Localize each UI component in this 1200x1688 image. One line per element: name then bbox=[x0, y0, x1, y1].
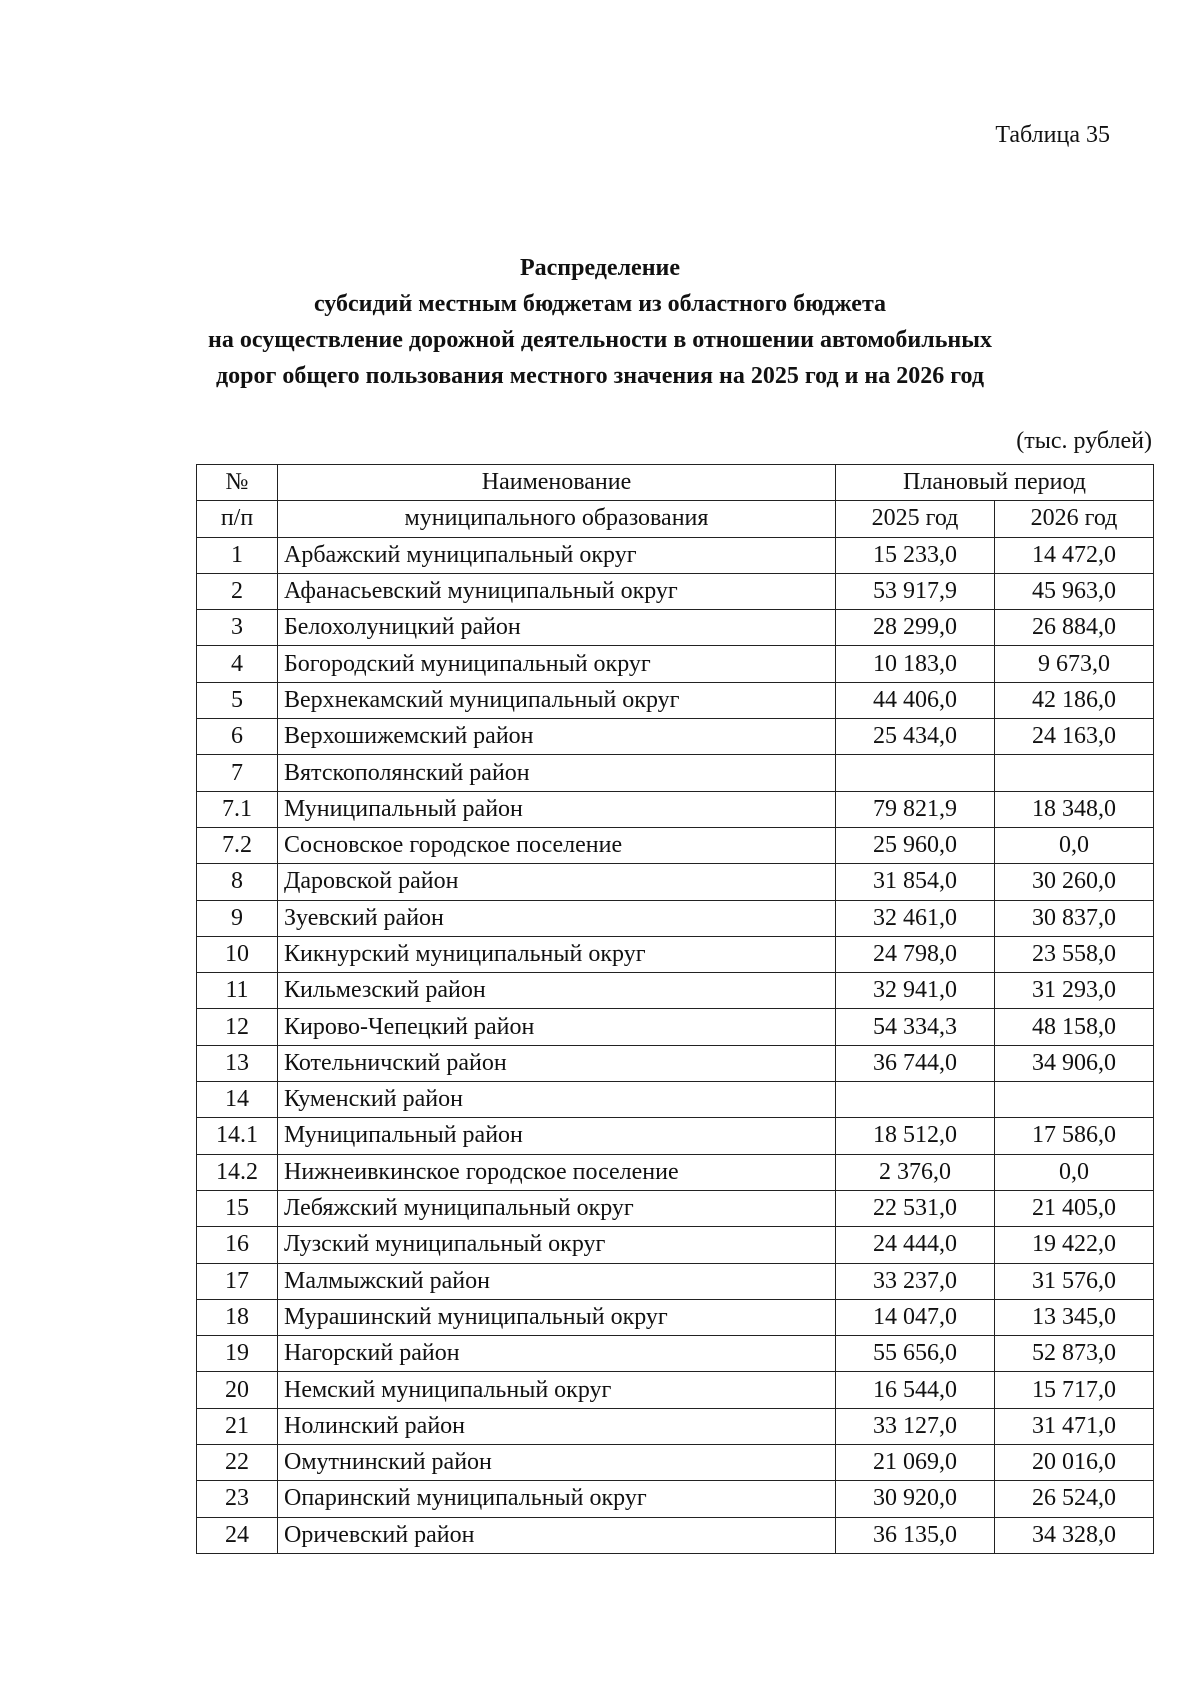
value-2025 bbox=[836, 755, 995, 791]
municipality-name: Немский муниципальный округ bbox=[278, 1372, 836, 1408]
document-title bbox=[0, 250, 1200, 394]
municipality-name: Верхошижемский район bbox=[278, 719, 836, 755]
row-number: 3 bbox=[197, 610, 278, 646]
value-2026: 13 345,0 bbox=[995, 1299, 1154, 1335]
municipality-name: Муниципальный район bbox=[278, 791, 836, 827]
municipality-name: Зуевский район bbox=[278, 900, 836, 936]
row-number: 9 bbox=[197, 900, 278, 936]
table-row bbox=[197, 1445, 1154, 1481]
value-2026: 23 558,0 bbox=[995, 936, 1154, 972]
municipality-name: Малмыжский район bbox=[278, 1263, 836, 1299]
table-row bbox=[197, 1481, 1154, 1517]
value-2026: 48 158,0 bbox=[995, 1009, 1154, 1045]
row-number: 7.2 bbox=[197, 827, 278, 863]
table-row bbox=[197, 900, 1154, 936]
row-number: 7 bbox=[197, 755, 278, 791]
value-2026: 34 906,0 bbox=[995, 1045, 1154, 1081]
header-num-line1: № bbox=[197, 465, 278, 501]
table-header bbox=[197, 465, 1154, 538]
value-2025: 10 183,0 bbox=[836, 646, 995, 682]
municipality-name: Куменский район bbox=[278, 1082, 836, 1118]
value-2025: 28 299,0 bbox=[836, 610, 995, 646]
table-row bbox=[197, 1299, 1154, 1335]
value-2025: 79 821,9 bbox=[836, 791, 995, 827]
value-2025: 21 069,0 bbox=[836, 1445, 995, 1481]
row-number: 16 bbox=[197, 1227, 278, 1263]
municipality-name: Котельничский район bbox=[278, 1045, 836, 1081]
header-period: Плановый период bbox=[836, 465, 1154, 501]
value-2026: 26 884,0 bbox=[995, 610, 1154, 646]
municipality-name: Кильмезский район bbox=[278, 973, 836, 1009]
row-number: 2 bbox=[197, 573, 278, 609]
municipality-name: Вятскополянский район bbox=[278, 755, 836, 791]
municipality-name: Верхнекамский муниципальный округ bbox=[278, 682, 836, 718]
value-2026: 26 524,0 bbox=[995, 1481, 1154, 1517]
value-2025: 32 461,0 bbox=[836, 900, 995, 936]
value-2025: 14 047,0 bbox=[836, 1299, 995, 1335]
table-row bbox=[197, 1336, 1154, 1372]
header-name-line2: муниципального образования bbox=[278, 501, 836, 537]
row-number: 15 bbox=[197, 1190, 278, 1226]
value-2025: 18 512,0 bbox=[836, 1118, 995, 1154]
municipality-name: Нижнеивкинское городское поселение bbox=[278, 1154, 836, 1190]
value-2025: 24 444,0 bbox=[836, 1227, 995, 1263]
value-2025: 25 960,0 bbox=[836, 827, 995, 863]
table-row bbox=[197, 1517, 1154, 1553]
municipality-name: Нагорский район bbox=[278, 1336, 836, 1372]
value-2026: 34 328,0 bbox=[995, 1517, 1154, 1553]
municipality-name: Оричевский район bbox=[278, 1517, 836, 1553]
header-num-line2: п/п bbox=[197, 501, 278, 537]
value-2026: 42 186,0 bbox=[995, 682, 1154, 718]
row-number: 6 bbox=[197, 719, 278, 755]
row-number: 19 bbox=[197, 1336, 278, 1372]
value-2025: 54 334,3 bbox=[836, 1009, 995, 1045]
value-2026: 45 963,0 bbox=[995, 573, 1154, 609]
value-2025: 44 406,0 bbox=[836, 682, 995, 718]
municipality-name: Мурашинский муниципальный округ bbox=[278, 1299, 836, 1335]
table-row bbox=[197, 1190, 1154, 1226]
municipality-name: Арбажский муниципальный округ bbox=[278, 537, 836, 573]
value-2026: 20 016,0 bbox=[995, 1445, 1154, 1481]
header-name-line1: Наименование bbox=[278, 465, 836, 501]
title-line-4: дорог общего пользования местного значения на 2025 год и на 2026 год bbox=[216, 363, 984, 389]
value-2026: 21 405,0 bbox=[995, 1190, 1154, 1226]
row-number: 8 bbox=[197, 864, 278, 900]
municipality-name: Муниципальный район bbox=[278, 1118, 836, 1154]
table-row bbox=[197, 1009, 1154, 1045]
row-number: 5 bbox=[197, 682, 278, 718]
table-row bbox=[197, 719, 1154, 755]
value-2026: 0,0 bbox=[995, 827, 1154, 863]
value-2025: 16 544,0 bbox=[836, 1372, 995, 1408]
value-2025: 53 917,9 bbox=[836, 573, 995, 609]
row-number: 18 bbox=[197, 1299, 278, 1335]
municipality-name: Сосновское городское поселение bbox=[278, 827, 836, 863]
table-row bbox=[197, 864, 1154, 900]
municipality-name: Кирово-Чепецкий район bbox=[278, 1009, 836, 1045]
value-2026: 9 673,0 bbox=[995, 646, 1154, 682]
value-2025: 36 135,0 bbox=[836, 1517, 995, 1553]
municipality-name: Нолинский район bbox=[278, 1408, 836, 1444]
value-2025: 24 798,0 bbox=[836, 936, 995, 972]
row-number: 14.1 bbox=[197, 1118, 278, 1154]
table-row bbox=[197, 755, 1154, 791]
value-2025: 36 744,0 bbox=[836, 1045, 995, 1081]
table-row bbox=[197, 1082, 1154, 1118]
title-line-2: субсидий местным бюджетам из областного бюджета bbox=[313, 291, 887, 317]
row-number: 7.1 bbox=[197, 791, 278, 827]
table-row bbox=[197, 537, 1154, 573]
value-2025: 32 941,0 bbox=[836, 973, 995, 1009]
value-2026: 30 260,0 bbox=[995, 864, 1154, 900]
row-number: 13 bbox=[197, 1045, 278, 1081]
table-row bbox=[197, 827, 1154, 863]
value-2026: 31 293,0 bbox=[995, 973, 1154, 1009]
municipality-name: Богородский муниципальный округ bbox=[278, 646, 836, 682]
value-2026: 31 576,0 bbox=[995, 1263, 1154, 1299]
table-row bbox=[197, 791, 1154, 827]
municipality-name: Опаринский муниципальный округ bbox=[278, 1481, 836, 1517]
value-2026: 17 586,0 bbox=[995, 1118, 1154, 1154]
value-2025 bbox=[836, 1082, 995, 1118]
value-2025: 30 920,0 bbox=[836, 1481, 995, 1517]
row-number: 11 bbox=[197, 973, 278, 1009]
table-row bbox=[197, 610, 1154, 646]
municipality-name: Афанасьевский муниципальный округ bbox=[278, 573, 836, 609]
municipality-name: Лебяжский муниципальный округ bbox=[278, 1190, 836, 1226]
table-row bbox=[197, 682, 1154, 718]
value-2025: 15 233,0 bbox=[836, 537, 995, 573]
table-row bbox=[197, 1227, 1154, 1263]
row-number: 1 bbox=[197, 537, 278, 573]
row-number: 14.2 bbox=[197, 1154, 278, 1190]
row-number: 12 bbox=[197, 1009, 278, 1045]
value-2026: 31 471,0 bbox=[995, 1408, 1154, 1444]
municipality-name: Омутнинский район bbox=[278, 1445, 836, 1481]
value-2026: 15 717,0 bbox=[995, 1372, 1154, 1408]
municipality-name: Белохолуницкий район bbox=[278, 610, 836, 646]
row-number: 21 bbox=[197, 1408, 278, 1444]
value-2026 bbox=[995, 755, 1154, 791]
value-2026: 19 422,0 bbox=[995, 1227, 1154, 1263]
value-2026: 24 163,0 bbox=[995, 719, 1154, 755]
table-number-label: Таблица 35 bbox=[995, 122, 1110, 148]
value-2025: 2 376,0 bbox=[836, 1154, 995, 1190]
value-2026: 0,0 bbox=[995, 1154, 1154, 1190]
municipality-name: Кикнурский муниципальный округ bbox=[278, 936, 836, 972]
table-row bbox=[197, 1263, 1154, 1299]
header-year-2026: 2026 год bbox=[995, 501, 1154, 537]
value-2025: 31 854,0 bbox=[836, 864, 995, 900]
value-2025: 22 531,0 bbox=[836, 1190, 995, 1226]
table-row bbox=[197, 573, 1154, 609]
value-2025: 33 127,0 bbox=[836, 1408, 995, 1444]
row-number: 22 bbox=[197, 1445, 278, 1481]
row-number: 4 bbox=[197, 646, 278, 682]
row-number: 23 bbox=[197, 1481, 278, 1517]
table-row bbox=[197, 1408, 1154, 1444]
table-row bbox=[197, 936, 1154, 972]
table-body bbox=[197, 537, 1154, 1553]
title-line-1: Распределение bbox=[519, 255, 681, 281]
units-label: (тыс. рублей) bbox=[1016, 428, 1152, 454]
row-number: 24 bbox=[197, 1517, 278, 1553]
title-line-3: на осуществление дорожной деятельности в отношении автомобильных bbox=[208, 327, 992, 353]
table-row bbox=[197, 1154, 1154, 1190]
value-2025: 33 237,0 bbox=[836, 1263, 995, 1299]
table-row bbox=[197, 1118, 1154, 1154]
municipality-name: Даровской район bbox=[278, 864, 836, 900]
subsidy-table bbox=[196, 464, 1154, 1554]
row-number: 20 bbox=[197, 1372, 278, 1408]
value-2025: 55 656,0 bbox=[836, 1336, 995, 1372]
row-number: 10 bbox=[197, 936, 278, 972]
header-year-2025: 2025 год bbox=[836, 501, 995, 537]
table-row bbox=[197, 973, 1154, 1009]
row-number: 17 bbox=[197, 1263, 278, 1299]
table-row bbox=[197, 1372, 1154, 1408]
table-row bbox=[197, 646, 1154, 682]
value-2026: 14 472,0 bbox=[995, 537, 1154, 573]
municipality-name: Лузский муниципальный округ bbox=[278, 1227, 836, 1263]
value-2026: 18 348,0 bbox=[995, 791, 1154, 827]
value-2026 bbox=[995, 1082, 1154, 1118]
value-2025: 25 434,0 bbox=[836, 719, 995, 755]
value-2026: 52 873,0 bbox=[995, 1336, 1154, 1372]
table-row bbox=[197, 1045, 1154, 1081]
row-number: 14 bbox=[197, 1082, 278, 1118]
value-2026: 30 837,0 bbox=[995, 900, 1154, 936]
